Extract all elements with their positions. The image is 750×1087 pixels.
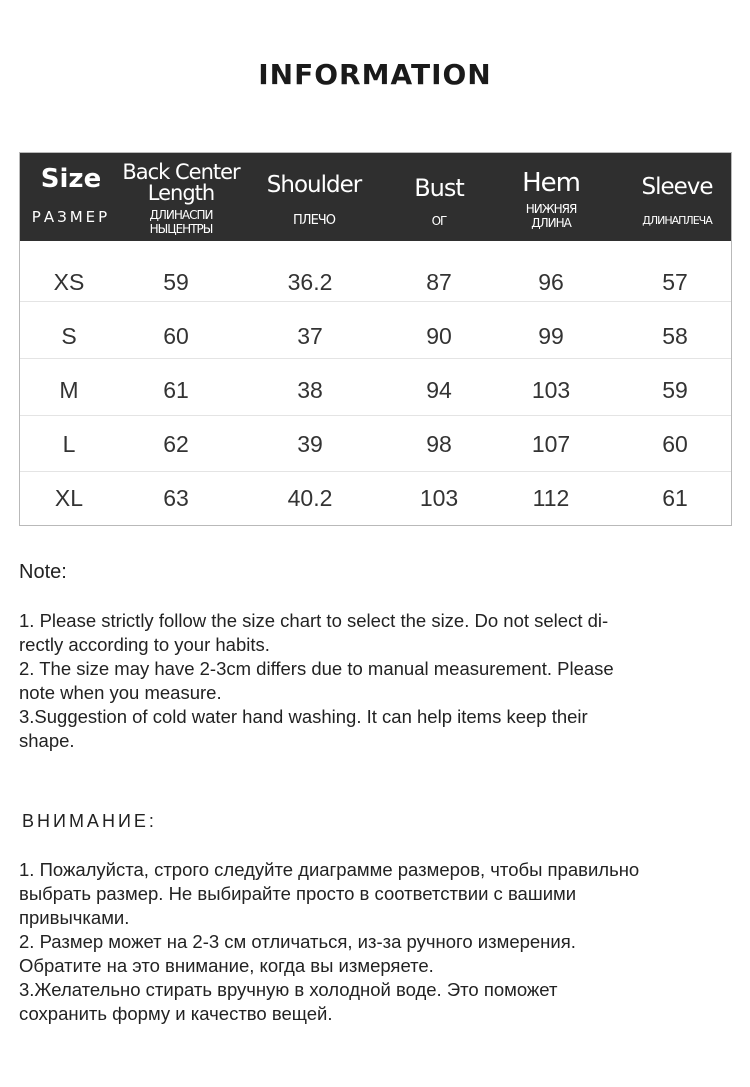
note-heading: Note: [19, 561, 67, 583]
header-size-ru: РАЗМЕР [31, 208, 111, 226]
hem-cell: 96 [538, 269, 564, 295]
shoulder-cell: 37 [297, 323, 323, 349]
header-shoulder-ru: ПЛЕЧО [293, 213, 335, 228]
size-chart-table [19, 152, 732, 526]
row-divider [20, 301, 731, 302]
note-line: shape. [19, 730, 75, 751]
header-sleeve-ru: ДЛИНАПЛЕЧА [642, 214, 712, 227]
back-center-length-cell: 62 [163, 431, 189, 457]
header-back-center-length [120, 153, 242, 241]
table-row [20, 309, 731, 363]
header-sleeve-label: Sleeve [641, 174, 713, 200]
note-line: 1. Please strictly follow the size chart to select the size. Do not select di- [19, 610, 609, 631]
bust-cell: 98 [426, 431, 452, 457]
ru-note-line: привычками. [19, 907, 130, 928]
table-row [20, 471, 731, 525]
page-title: INFORMATION [258, 58, 492, 91]
row-divider [20, 415, 731, 416]
size-cell: M [59, 377, 79, 403]
back-center-length-cell: 61 [163, 377, 189, 403]
sleeve-cell: 57 [662, 269, 688, 295]
size-cell: XS [53, 269, 85, 295]
header-bust-ru: ОГ [431, 214, 447, 228]
note-line: rectly according to your habits. [19, 634, 270, 655]
hem-cell: 99 [538, 323, 564, 349]
header-hem-ru: НИЖНЯЯ ДЛИНА [525, 202, 577, 230]
size-cell: S [61, 323, 77, 349]
ru-note-line: Обратите на это внимание, когда вы измеряете. [19, 955, 434, 976]
shoulder-cell: 36.2 [287, 269, 333, 295]
back-center-length-cell: 60 [163, 323, 189, 349]
header-back-center-ru: ДЛИНАСПИ НЫЦЕНТРЫ [149, 208, 213, 236]
shoulder-cell: 38 [297, 377, 323, 403]
table-header [20, 153, 731, 241]
bust-cell: 103 [419, 485, 459, 511]
note-line: note when you measure. [19, 682, 222, 703]
back-center-length-cell: 59 [163, 269, 189, 295]
ru-note-line: сохранить форму и качество вещей. [19, 1003, 333, 1024]
header-bust-label: Bust [414, 174, 464, 202]
header-size [20, 153, 122, 241]
note-line: 3.Suggestion of cold water hand washing. It can help items keep their [19, 706, 588, 727]
header-hem-label: Hem [522, 168, 580, 198]
header-shoulder-label: Shoulder [266, 172, 362, 198]
header-sleeve [617, 153, 737, 241]
sleeve-cell: 61 [662, 485, 688, 511]
sleeve-cell: 60 [662, 431, 688, 457]
ru-note-line: выбрать размер. Не выбирайте просто в соответствии с вашими [19, 883, 577, 904]
bust-cell: 94 [426, 377, 452, 403]
ru-note-line: 3.Желательно стирать вручную в холодной воде. Это поможет [19, 979, 558, 1000]
header-hem [495, 153, 607, 241]
bust-cell: 90 [426, 323, 452, 349]
size-cell: XL [54, 485, 84, 511]
ru-note-line: 2. Размер может на 2-3 см отличаться, из-за ручного измерения. [19, 931, 576, 952]
sleeve-cell: 59 [662, 377, 688, 403]
note-line: 2. The size may have 2-3cm differs due to manual measurement. Please [19, 658, 614, 679]
size-cell: L [62, 431, 76, 457]
hem-cell: 107 [531, 431, 571, 457]
hem-cell: 112 [532, 485, 570, 511]
ru-note-heading: ВНИМАНИЕ: [22, 811, 157, 831]
shoulder-cell: 40.2 [287, 485, 333, 511]
row-divider [20, 358, 731, 359]
table-row [20, 417, 731, 471]
bust-cell: 87 [426, 269, 452, 295]
note-body [19, 609, 731, 753]
table-row [20, 363, 731, 417]
header-back-center-label: Back Center [122, 160, 240, 184]
header-size-label: Size [40, 164, 102, 194]
ru-note-line: 1. Пожалуйста, строго следуйте диаграмме размеров, чтобы правильно [19, 859, 640, 880]
shoulder-cell: 39 [297, 431, 323, 457]
sleeve-cell: 58 [662, 323, 688, 349]
ru-note-body [19, 858, 731, 1026]
header-length-label: Length [147, 181, 215, 205]
hem-cell: 103 [531, 377, 571, 403]
header-bust [385, 153, 493, 241]
back-center-length-cell: 63 [163, 485, 189, 511]
header-shoulder [248, 153, 380, 241]
